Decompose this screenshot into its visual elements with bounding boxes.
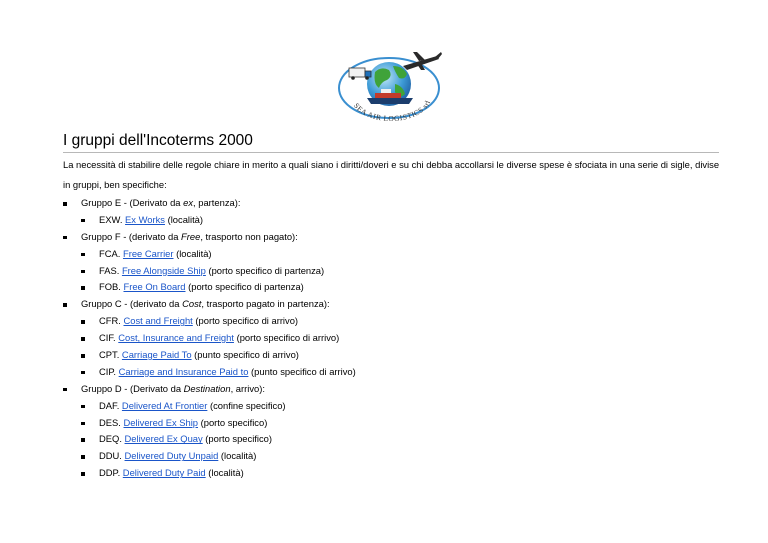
- term-link[interactable]: Free On Board: [123, 281, 186, 293]
- term-place: (località): [218, 450, 257, 462]
- term-code: FAS.: [99, 264, 122, 276]
- bullet-icon: [81, 320, 85, 324]
- logo-lettering: SEA AIR LOGISTICS srl: [351, 98, 433, 124]
- group-origin-word: Cost: [182, 298, 202, 310]
- bullet-icon: [63, 202, 67, 206]
- section-heading: I gruppi dell'Incoterms 2000: [63, 132, 719, 153]
- term-place: (porto specifico di partenza): [205, 264, 325, 276]
- term-item: [63, 431, 356, 448]
- group-origin-word: Destination: [183, 382, 231, 394]
- term-code: FCA.: [99, 247, 123, 259]
- group-label: Gruppo C - (derivato da: [81, 298, 183, 310]
- intro-paragraph: La necessità di stabilire delle regole chiare in merito a quali siano i diritti/doveri e su chi debba accollarsi le diverse spese è sfociata in una serie di sigle, divise in gruppi, ben specifiche:: [63, 159, 720, 190]
- term-link[interactable]: Ex Works: [125, 213, 165, 225]
- term-code: CFR.: [99, 315, 124, 327]
- bullet-icon: [81, 219, 85, 223]
- term-link[interactable]: Delivered Ex Ship: [123, 416, 199, 428]
- term-code: DAF.: [99, 399, 122, 411]
- bullet-icon: [81, 270, 85, 274]
- group-description: , trasporto pagato in partenza):: [201, 298, 330, 310]
- term-item: [63, 448, 356, 465]
- term-place: (porto specifico): [198, 416, 268, 428]
- incoterms-list: [63, 195, 356, 482]
- term-place: (località): [205, 467, 244, 479]
- group-label: Gruppo F - (derivato da: [81, 230, 182, 242]
- term-item: [63, 415, 356, 432]
- term-place: (porto specifico di partenza): [185, 281, 304, 293]
- term-item: [63, 330, 356, 347]
- bullet-icon: [81, 455, 85, 459]
- term-code: CIP.: [99, 365, 119, 377]
- term-code: DES.: [99, 416, 124, 428]
- bullet-icon: [81, 337, 85, 341]
- group-description: , partenza):: [193, 197, 241, 208]
- term-link[interactable]: Cost, Insurance and Freight: [118, 332, 234, 344]
- term-code: EXW.: [99, 213, 126, 225]
- bullet-icon: [63, 388, 67, 392]
- term-code: DDU.: [99, 450, 125, 462]
- term-place: (località): [173, 247, 212, 259]
- term-item: [63, 398, 356, 415]
- term-code: DEQ.: [99, 433, 125, 445]
- group-item: [63, 296, 356, 313]
- bullet-icon: [81, 286, 85, 290]
- term-item: [63, 465, 356, 482]
- group-description: , trasporto non pagato):: [200, 230, 298, 242]
- bullet-icon: [63, 236, 67, 240]
- term-item: [63, 347, 356, 364]
- term-item: [63, 263, 356, 280]
- bullet-icon: [81, 472, 85, 476]
- term-item: [63, 246, 356, 263]
- term-item: [63, 364, 356, 381]
- term-place: (porto specifico di arrivo): [233, 332, 340, 344]
- term-place: (punto specifico di arrivo): [191, 349, 299, 361]
- term-link[interactable]: Delivered Duty Paid: [122, 467, 206, 479]
- group-item: [63, 381, 356, 398]
- group-origin-word: ex: [183, 197, 194, 208]
- group-item: [63, 195, 356, 212]
- bullet-icon: [81, 253, 85, 257]
- term-place: (confine specifico): [207, 399, 286, 411]
- truck-icon: [349, 68, 371, 80]
- term-code: DDP.: [99, 467, 123, 479]
- term-item: [63, 279, 356, 296]
- term-code: CIF.: [99, 332, 119, 344]
- bullet-icon: [81, 371, 85, 375]
- term-place: (punto specifico di arrivo): [248, 365, 356, 377]
- term-code: CPT.: [99, 349, 122, 361]
- term-link[interactable]: Delivered Ex Quay: [124, 433, 203, 445]
- term-link[interactable]: Carriage and Insurance Paid to: [118, 365, 249, 377]
- group-item: [63, 229, 356, 246]
- term-code: FOB.: [99, 281, 124, 293]
- term-link[interactable]: Carriage Paid To: [121, 349, 192, 361]
- term-place: (porto specifico): [202, 433, 272, 445]
- term-link[interactable]: Free Carrier: [122, 247, 174, 259]
- group-origin-word: Free: [181, 230, 201, 242]
- group-label: Gruppo E - (Derivato da: [81, 197, 184, 208]
- term-link[interactable]: Delivered Duty Unpaid: [124, 450, 219, 462]
- bullet-icon: [63, 303, 67, 307]
- bullet-icon: [81, 438, 85, 442]
- term-place: (porto specifico di arrivo): [192, 315, 299, 327]
- sea-air-logistics-logo: [333, 48, 445, 130]
- bullet-icon: [81, 405, 85, 409]
- term-link[interactable]: Delivered At Frontier: [121, 399, 208, 411]
- term-item: [63, 212, 356, 229]
- bullet-icon: [81, 422, 85, 426]
- group-description: , arrivo):: [230, 382, 265, 394]
- term-link[interactable]: Free Alongside Ship: [121, 264, 206, 276]
- bullet-icon: [81, 354, 85, 358]
- term-place: (località): [164, 213, 204, 225]
- term-item: [63, 313, 356, 330]
- term-link[interactable]: Cost and Freight: [123, 315, 193, 327]
- group-label: Gruppo D - (Derivato da: [81, 382, 184, 394]
